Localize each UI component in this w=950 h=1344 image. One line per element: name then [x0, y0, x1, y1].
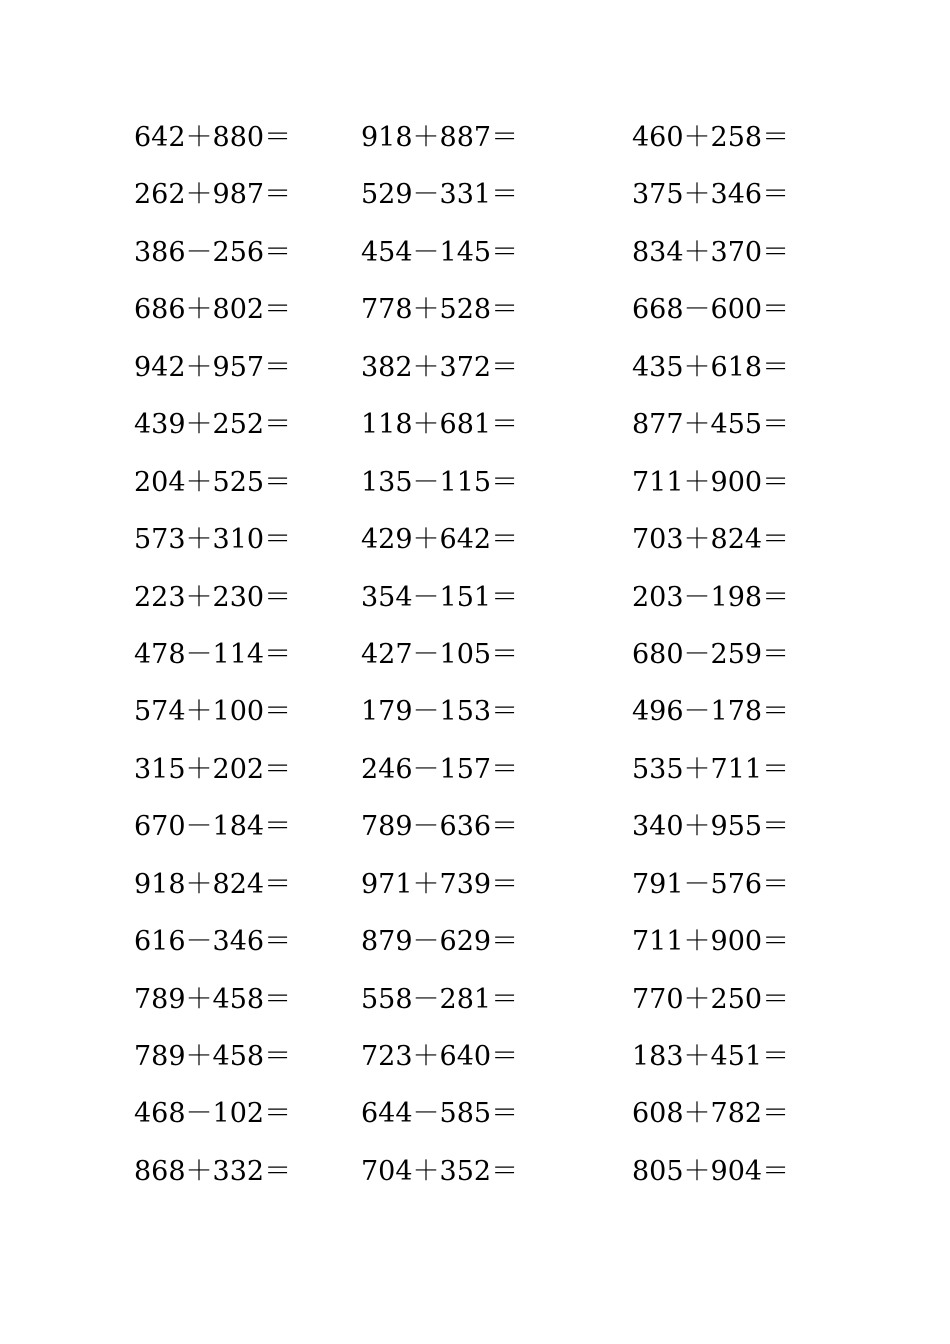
arithmetic-worksheet [0, 109, 950, 1200]
math-problem: 204＋525＝ [134, 466, 292, 498]
math-problem: 686＋802＝ [134, 294, 292, 326]
math-problem: 382＋372＝ [361, 351, 519, 383]
math-problem: 770＋250＝ [632, 983, 790, 1015]
math-problem: 203－198＝ [632, 581, 790, 613]
math-problem: 478－114＝ [134, 638, 292, 670]
math-problem: 179－153＝ [361, 696, 519, 728]
math-problem: 460＋258＝ [632, 122, 790, 153]
math-problem: 427－105＝ [361, 638, 519, 670]
math-problem: 386－256＝ [134, 236, 292, 268]
problem-row [0, 626, 950, 683]
math-problem: 642＋880＝ [134, 122, 292, 153]
math-problem: 711＋900＝ [632, 466, 790, 498]
math-problem: 918＋887＝ [361, 122, 519, 153]
problem-row [0, 683, 950, 740]
math-problem: 644－585＝ [361, 1098, 519, 1130]
math-problem: 703＋824＝ [632, 524, 790, 556]
math-problem: 558－281＝ [361, 983, 519, 1015]
math-problem: 262＋987＝ [134, 179, 292, 211]
math-problem: 315＋202＝ [134, 753, 292, 785]
problem-row [0, 1143, 950, 1200]
math-problem: 918＋824＝ [134, 868, 292, 900]
math-problem: 704＋352＝ [361, 1155, 519, 1187]
math-problem: 791－576＝ [632, 868, 790, 900]
problem-row [0, 1085, 950, 1142]
math-problem: 468－102＝ [134, 1098, 292, 1130]
math-problem: 723＋640＝ [361, 1041, 519, 1072]
math-problem: 778＋528＝ [361, 294, 519, 326]
math-problem: 135－115＝ [361, 466, 519, 498]
problem-row [0, 913, 950, 970]
problem-row [0, 454, 950, 511]
math-problem: 789＋458＝ [134, 983, 292, 1015]
problem-row [0, 1028, 950, 1085]
math-problem: 616－346＝ [134, 926, 292, 958]
math-problem: 223＋230＝ [134, 581, 292, 613]
math-problem: 789－636＝ [361, 811, 519, 843]
math-problem: 529－331＝ [361, 179, 519, 211]
math-problem: 879－629＝ [361, 926, 519, 958]
problem-row [0, 798, 950, 855]
math-problem: 435＋618＝ [632, 351, 790, 383]
math-problem: 971＋739＝ [361, 868, 519, 900]
math-problem: 868＋332＝ [134, 1155, 292, 1187]
math-problem: 680－259＝ [632, 638, 790, 670]
problem-row [0, 339, 950, 396]
math-problem: 340＋955＝ [632, 811, 790, 843]
math-problem: 183＋451＝ [632, 1041, 790, 1072]
math-problem: 668－600＝ [632, 294, 790, 326]
math-problem: 573＋310＝ [134, 524, 292, 556]
math-problem: 877＋455＝ [632, 409, 790, 441]
math-problem: 608＋782＝ [632, 1098, 790, 1130]
problem-row [0, 396, 950, 453]
math-problem: 711＋900＝ [632, 926, 790, 958]
math-problem: 535＋711＝ [632, 753, 790, 785]
problem-row [0, 166, 950, 223]
problem-row [0, 224, 950, 281]
math-problem: 118＋681＝ [361, 409, 519, 441]
math-problem: 805＋904＝ [632, 1155, 790, 1187]
math-problem: 670－184＝ [134, 811, 292, 843]
math-problem: 439＋252＝ [134, 409, 292, 441]
problem-row [0, 971, 950, 1028]
math-problem: 789＋458＝ [134, 1041, 292, 1072]
math-problem: 354－151＝ [361, 581, 519, 613]
math-problem: 574＋100＝ [134, 696, 292, 728]
math-problem: 496－178＝ [632, 696, 790, 728]
problem-row [0, 109, 950, 166]
math-problem: 375＋346＝ [632, 179, 790, 211]
math-problem: 429＋642＝ [361, 524, 519, 556]
math-problem: 834＋370＝ [632, 236, 790, 268]
problem-row [0, 741, 950, 798]
problem-row [0, 281, 950, 338]
problem-row [0, 856, 950, 913]
problem-row [0, 511, 950, 568]
math-problem: 246－157＝ [361, 753, 519, 785]
problem-row [0, 569, 950, 626]
math-problem: 942＋957＝ [134, 351, 292, 383]
math-problem: 454－145＝ [361, 236, 519, 268]
